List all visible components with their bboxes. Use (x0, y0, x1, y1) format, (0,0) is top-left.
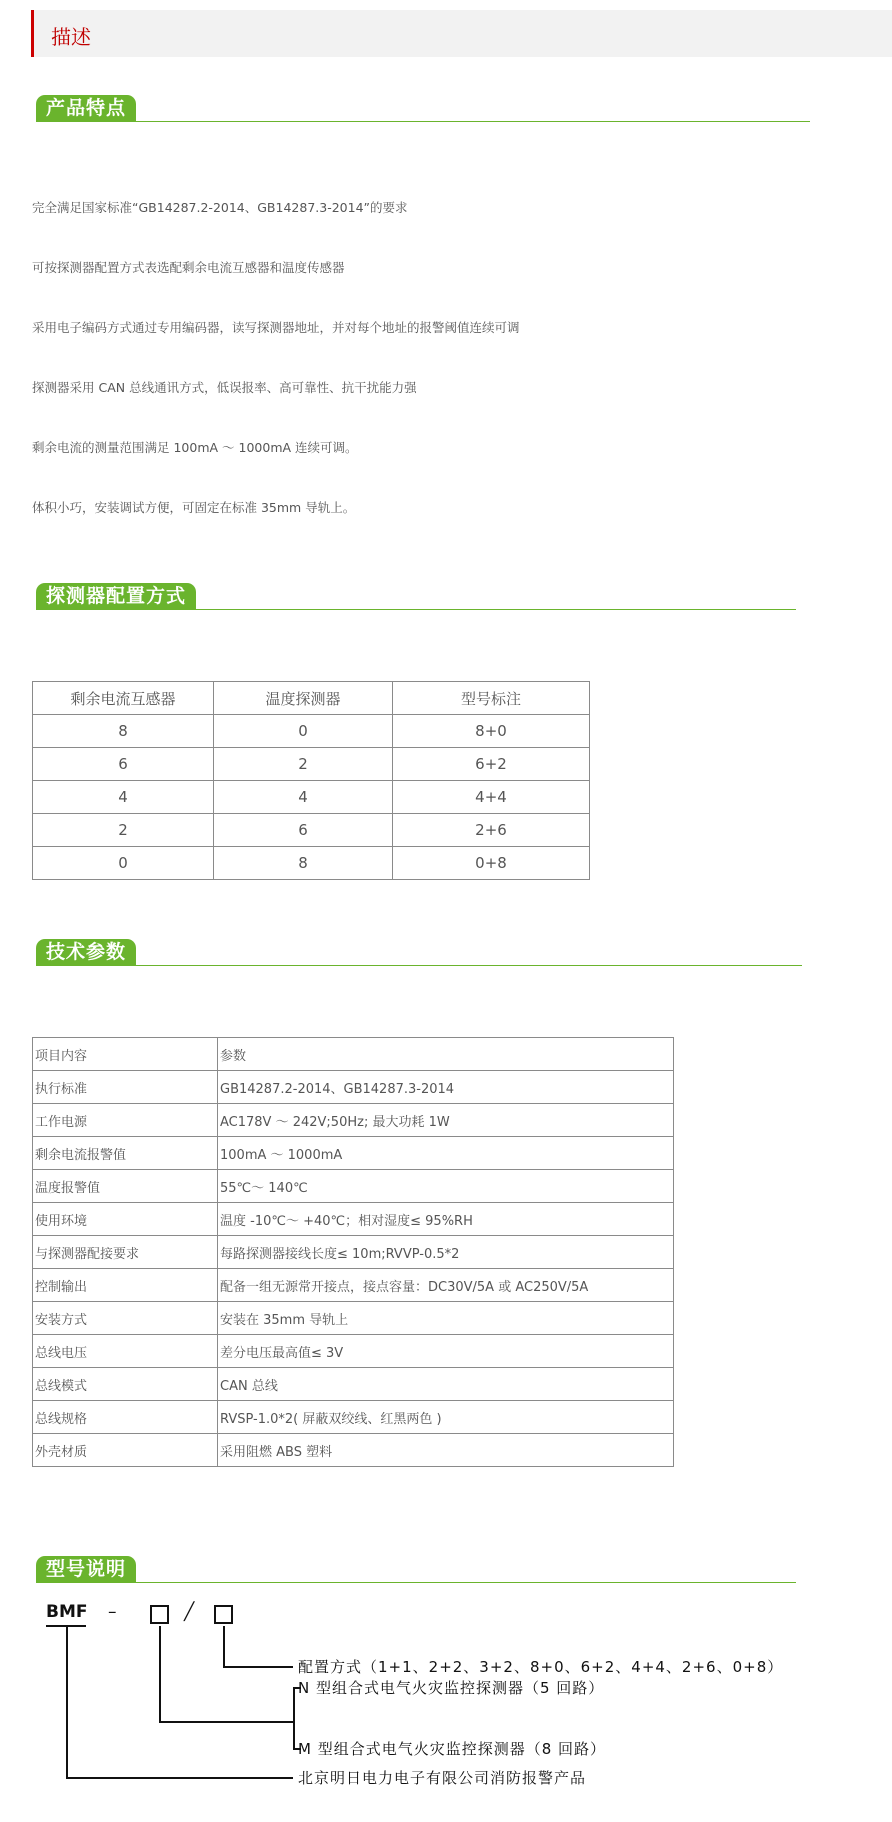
feature-item: 可按探测器配置方式表选配剩余电流互感器和温度传感器 (32, 260, 345, 275)
config-label: 配置方式（1+1、2+2、3+2、8+0、6+2、4+4、2+6、0+8） (298, 1658, 784, 1676)
table-cell: 2 (214, 748, 393, 781)
table-cell: 总线电压 (33, 1335, 218, 1368)
table-cell: 0+8 (393, 847, 590, 880)
table-row (33, 1302, 674, 1335)
table-cell: 工作电源 (33, 1104, 218, 1137)
table-cell: 100mA ～ 1000mA (218, 1137, 674, 1170)
table-cell: 2+6 (393, 814, 590, 847)
section-divider (36, 121, 810, 122)
table-cell: 6 (214, 814, 393, 847)
table-header-row (33, 1038, 674, 1071)
connector-line (159, 1626, 161, 1722)
connector-line (293, 1687, 295, 1749)
table-row (33, 1071, 674, 1104)
table-cell: 安装在 35mm 导轨上 (218, 1302, 674, 1335)
table-cell: 6+2 (393, 748, 590, 781)
table-cell: 4+4 (393, 781, 590, 814)
table-cell: 剩余电流报警值 (33, 1137, 218, 1170)
table-cell: 控制输出 (33, 1269, 218, 1302)
model-diagram (0, 1590, 892, 1822)
table-cell: 总线规格 (33, 1401, 218, 1434)
table-row (33, 1104, 674, 1137)
table-cell: 2 (33, 814, 214, 847)
feature-item: 采用电子编码方式通过专用编码器，读写探测器地址，并对每个地址的报警阈值连续可调 (32, 320, 520, 335)
table-cell: 6 (33, 748, 214, 781)
table-cell: AC178V ～ 242V;50Hz; 最大功耗 1W (218, 1104, 674, 1137)
table-cell: 总线模式 (33, 1368, 218, 1401)
connector-line (223, 1666, 293, 1668)
section-divider (36, 965, 802, 966)
n-type-label: N 型组合式电气火灾监控探测器（5 回路） (298, 1679, 605, 1697)
table-header-cell: 温度探测器 (214, 682, 393, 715)
table-cell: 安装方式 (33, 1302, 218, 1335)
model-dash: – (108, 1602, 118, 1622)
config-table (32, 681, 590, 880)
table-row (33, 1236, 674, 1269)
table-row (33, 1368, 674, 1401)
table-row (33, 1335, 674, 1368)
description-title: 描述 (51, 25, 91, 49)
model-slash: ╱ (184, 1602, 196, 1622)
connector-line (66, 1626, 68, 1778)
table-cell: 8 (33, 715, 214, 748)
table-cell: 差分电压最高值≤ 3V (218, 1335, 674, 1368)
feature-item: 探测器采用 CAN 总线通讯方式，低误报率、高可靠性、抗干扰能力强 (32, 380, 417, 395)
feature-item: 剩余电流的测量范围满足 100mA ～ 1000mA 连续可调。 (32, 440, 358, 455)
section-title-features: 产品特点 (36, 95, 136, 122)
model-box-config (214, 1605, 233, 1624)
feature-item: 体积小巧，安装调试方便，可固定在标准 35mm 导轨上。 (32, 500, 356, 515)
table-row (33, 748, 590, 781)
table-row (33, 1434, 674, 1467)
table-cell: CAN 总线 (218, 1368, 674, 1401)
table-header-cell: 参数 (218, 1038, 674, 1071)
section-title-params: 技术参数 (36, 939, 136, 966)
connector-line (66, 1777, 293, 1779)
table-header-row (33, 682, 590, 715)
table-cell: 执行标准 (33, 1071, 218, 1104)
table-cell: 0 (214, 715, 393, 748)
description-header (31, 10, 892, 57)
m-type-label: M 型组合式电气火灾监控探测器（8 回路） (298, 1740, 607, 1758)
params-table (32, 1037, 674, 1467)
table-cell: 4 (33, 781, 214, 814)
table-cell: 8+0 (393, 715, 590, 748)
table-cell: 55℃～ 140℃ (218, 1170, 674, 1203)
table-cell: GB14287.2-2014、GB14287.3-2014 (218, 1071, 674, 1104)
table-header-cell: 剩余电流互感器 (33, 682, 214, 715)
connector-line (223, 1626, 225, 1667)
table-cell: 使用环境 (33, 1203, 218, 1236)
table-cell: 4 (214, 781, 393, 814)
table-cell: RVSP-1.0*2( 屏蔽双绞线、红黑两色 ) (218, 1401, 674, 1434)
table-cell: 每路探测器接线长度≤ 10m;RVVP-0.5*2 (218, 1236, 674, 1269)
section-title-config: 探测器配置方式 (36, 583, 196, 610)
table-row (33, 1401, 674, 1434)
table-row (33, 1203, 674, 1236)
table-cell: 配备一组无源常开接点，接点容量：DC30V/5A 或 AC250V/5A (218, 1269, 674, 1302)
company-label: 北京明日电力电子有限公司消防报警产品 (298, 1769, 587, 1787)
section-title-model: 型号说明 (36, 1556, 136, 1583)
section-divider (36, 1582, 796, 1583)
table-row (33, 847, 590, 880)
connector-line (159, 1721, 293, 1723)
table-cell: 与探测器配接要求 (33, 1236, 218, 1269)
section-divider (36, 609, 796, 610)
table-cell: 8 (214, 847, 393, 880)
table-row (33, 814, 590, 847)
table-row (33, 1269, 674, 1302)
table-cell: 温度 -10℃～ +40℃；相对湿度≤ 95%RH (218, 1203, 674, 1236)
table-cell: 0 (33, 847, 214, 880)
table-cell: 外壳材质 (33, 1434, 218, 1467)
table-row (33, 781, 590, 814)
table-row (33, 1137, 674, 1170)
table-header-cell: 型号标注 (393, 682, 590, 715)
table-cell: 温度报警值 (33, 1170, 218, 1203)
table-row (33, 715, 590, 748)
table-row (33, 1170, 674, 1203)
model-box-type (150, 1605, 169, 1624)
model-prefix: BMF (46, 1602, 88, 1622)
table-cell: 采用阻燃 ABS 塑料 (218, 1434, 674, 1467)
table-header-cell: 项目内容 (33, 1038, 218, 1071)
feature-item: 完全满足国家标准“GB14287.2-2014、GB14287.3-2014”的要求 (32, 200, 408, 215)
